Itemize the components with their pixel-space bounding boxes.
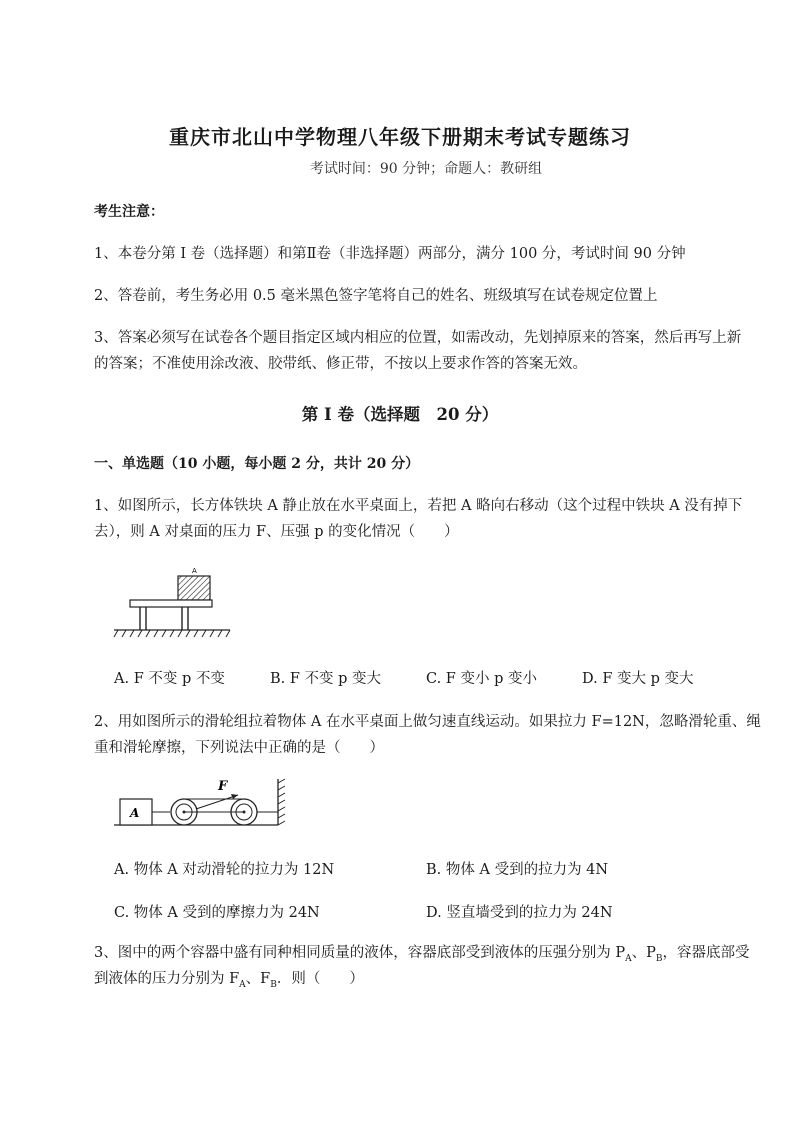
question-1-choice-d[interactable]: D. F 变大 p 变大 (582, 671, 694, 687)
question-1-figure (112, 566, 232, 641)
q3-line2-sub-b: B (270, 979, 277, 990)
q3-line2-pre: 到液体的压力分别为 F (94, 971, 240, 987)
q3-sub-a: A (625, 953, 632, 964)
part-heading: 一、单选题（10 小题，每小题 2 分，共计 20 分） (94, 456, 420, 472)
block-a-label-2: A (130, 806, 140, 820)
notice-item-1: 1、本卷分第 I 卷（选择题）和第Ⅱ卷（非选择题）两部分，满分 100 分，考试时间 90 分钟 (94, 246, 686, 262)
question-2-figure (114, 773, 290, 831)
q3-text-post: ，容器底部受 (662, 945, 750, 961)
notice-heading: 考生注意： (94, 204, 164, 220)
section-title: 第 I 卷（选择题 20 分） (301, 405, 499, 424)
question-1-choice-c[interactable]: C. F 变小 p 变小 (426, 671, 537, 687)
block-a-label: A (192, 567, 197, 575)
question-2-choice-a[interactable]: A. 物体 A 对动滑轮的拉力为 12N (114, 862, 335, 878)
question-3-line-2 (94, 966, 364, 998)
exam-info: 考试时间：90 分钟；命题人：教研组 (309, 161, 543, 177)
question-2-choice-c[interactable]: C. 物体 A 受到的摩擦力为 24N (114, 905, 320, 921)
question-2-choice-d[interactable]: D. 竖直墙受到的拉力为 24N (426, 905, 613, 921)
page-title: 重庆市北山中学物理八年级下册期末考试专题练习 (169, 125, 631, 149)
question-1-choice-a[interactable]: A. F 不变 p 不变 (114, 671, 225, 687)
question-1-line-1: 1、如图所示，长方体铁块 A 静止放在水平桌面上，若把 A 略向右移动（这个过程中铁块 A 没有掉下 (94, 498, 743, 514)
q3-text-pre: 3、图中的两个容器中盛有同种相同质量的液体，容器底部受到液体的压强分别为 P (94, 945, 626, 961)
question-2-line-1: 2、用如图所示的滑轮组拉着物体 A 在水平桌面上做匀速直线运动。如果拉力 F=12N，忽略滑轮重、绳 (94, 714, 761, 730)
force-f-label: F (218, 779, 228, 794)
q3-line2-sep: 、F (245, 971, 271, 987)
q3-line2-post: ．则（ ） (276, 971, 364, 987)
question-2-line-2: 重和滑轮摩擦，下列说法中正确的是（ ） (94, 740, 384, 756)
question-1-line-2: 去），则 A 对桌面的压力 F、压强 p 的变化情况（ ） (94, 524, 459, 540)
notice-item-3-cont: 的答案；不准使用涂改液、胶带纸、修正带，不按以上要求作答的答案无效。 (94, 356, 587, 372)
question-2-choice-b[interactable]: B. 物体 A 受到的拉力为 4N (426, 862, 609, 878)
q3-sub-b: B (655, 953, 663, 964)
notice-item-3: 3、答案必须写在试卷各个题目指定区域内相应的位置，如需改动，先划掉原来的答案，然后再写上新 (94, 330, 742, 346)
notice-item-2: 2、答卷前，考生务必用 0.5 毫米黑色签字笔将自己的姓名、班级填写在试卷规定位置上 (94, 288, 658, 304)
question-1-choice-b[interactable]: B. F 不变 p 变大 (270, 671, 382, 687)
q3-line2-sub-a: A (239, 979, 246, 990)
q3-sep: 、P (631, 945, 656, 961)
